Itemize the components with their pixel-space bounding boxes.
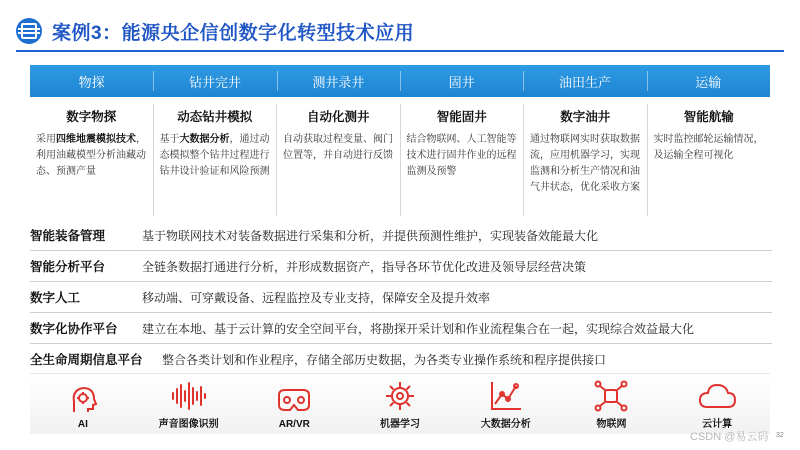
- capability-desc: 建立在本地、基于云计算的安全空间平台，将勘探开采计划和作业流程集合在一起，实现综合效益最大化: [142, 321, 695, 336]
- card-title: 自动化测井: [306, 110, 370, 124]
- tech-label: 机器学习: [380, 419, 421, 430]
- capability-label: 智能分析平台: [30, 260, 106, 274]
- tech-label: 大数据分析: [480, 419, 531, 430]
- page-title: 案例3：能源央企信创数字化转型技术应用: [52, 22, 415, 44]
- tech-cloud: [664, 374, 770, 434]
- tech-ar-vr: [241, 374, 347, 434]
- stage-transport: 运输: [647, 65, 770, 97]
- stage-cards: [30, 104, 770, 216]
- card-smart-shipping: [647, 104, 771, 216]
- tech-label: 云计算: [702, 419, 733, 430]
- stage-production: 油田生产: [523, 65, 646, 97]
- card-body: 结合物联网、人工智能等技术进行固井作业的远程监测及预警: [406, 134, 517, 177]
- capability-desc: 全链条数据打通进行分析，并形成数据资产，指导各环节优化改进及领导层经营决策: [142, 259, 587, 274]
- technology-strip: [30, 373, 770, 434]
- stage-drilling: 钻井完井: [153, 65, 276, 97]
- stage-exploration: 物探: [78, 74, 105, 90]
- card-smart-cementing: [400, 104, 524, 216]
- soundwave-icon: [169, 380, 209, 412]
- card-body: 采用四维地震模拟技术，利用油藏模型分析油藏动态、预测产量: [36, 134, 146, 177]
- vr-headset-icon: [274, 384, 314, 416]
- stage-cementing: 固井: [400, 65, 523, 97]
- cloud-icon: [697, 380, 737, 412]
- capability-list: [30, 220, 772, 374]
- card-body: 通过物联网实时获取数据流，应用机器学习，实现监测和分析生产情况和油气井状态，优化采收方案: [530, 134, 640, 193]
- capability-row: [30, 344, 772, 374]
- capability-desc: 移动端、可穿戴设备、远程监控及专业支持，保障安全及提升效率: [142, 290, 491, 305]
- capability-row: [30, 220, 772, 251]
- capability-label: 数字化协作平台: [30, 322, 118, 336]
- capability-label: 数字人工: [30, 291, 81, 305]
- title-bar: [16, 14, 414, 48]
- page-number: 32: [776, 432, 784, 439]
- tech-label: 物联网: [596, 419, 627, 430]
- tech-iot: [559, 374, 665, 434]
- chip-icon: [16, 18, 42, 44]
- watermark: CSDN @易云码: [690, 431, 769, 443]
- card-title: 数字油井: [560, 110, 611, 124]
- title-divider: [16, 50, 784, 52]
- card-title: 动态钻井模拟: [177, 110, 253, 124]
- stage-logging: 测井录井: [277, 65, 400, 97]
- capability-row: [30, 251, 772, 282]
- tech-label: 声音图像识别: [158, 419, 219, 430]
- card-title: 智能固井: [436, 110, 487, 124]
- card-title: 数字物探: [66, 110, 117, 124]
- capability-label: 全生命周期信息平台: [30, 353, 143, 367]
- capability-row: [30, 313, 772, 344]
- iot-network-icon: [591, 380, 631, 412]
- gear-icon: [380, 380, 420, 412]
- tech-sound-image: [136, 374, 242, 434]
- card-automated-logging: [276, 104, 400, 216]
- analytics-chart-icon: [486, 380, 526, 412]
- stage-bar: [30, 65, 770, 97]
- capability-label: 智能装备管理: [30, 229, 106, 243]
- capability-desc: 整合各类计划和作业程序，存储全部历史数据，为各类专业操作系统和程序提供接口: [162, 352, 607, 367]
- card-body: 自动获取过程变量、阀门位置等，并自动进行反馈: [283, 134, 393, 161]
- tech-big-data: [453, 374, 559, 434]
- tech-label: AI: [77, 419, 88, 430]
- tech-machine-learning: [347, 374, 453, 434]
- card-digital-exploration: [30, 104, 153, 216]
- capability-row: [30, 282, 772, 313]
- card-title: 智能航输: [683, 110, 734, 124]
- card-digital-well: [523, 104, 647, 216]
- card-dynamic-drilling: [153, 104, 277, 216]
- capability-desc: 基于物联网技术对装备数据进行采集和分析，并提供预测性维护，实现装备效能最大化: [142, 228, 599, 243]
- tech-ai: [30, 374, 136, 434]
- card-body: 基于大数据分析，通过动态模拟整个钻井过程进行钻井设计验证和风险预测: [159, 134, 270, 177]
- tech-label: AR/VR: [278, 419, 310, 430]
- card-body: 实时监控邮轮运输情况，及运输全程可视化: [653, 134, 764, 161]
- ai-head-icon: [63, 384, 103, 416]
